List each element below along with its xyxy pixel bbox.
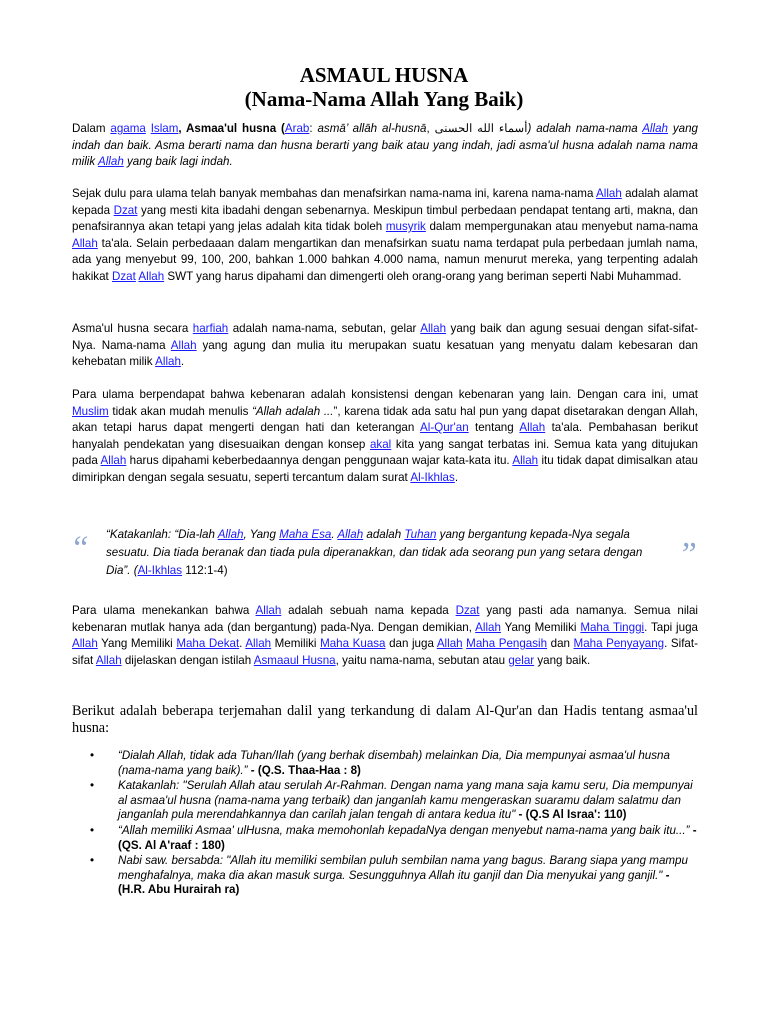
text: yang indah dan baik. Asma berarti nama dan husna berarti yang baik atau yang indah, jadi asma'ul husna adalah nama nama milik bbox=[72, 122, 698, 168]
link-maha-esa[interactable]: Maha Esa bbox=[279, 528, 332, 541]
link-allah[interactable]: Allah bbox=[155, 355, 181, 368]
bullet-icon: • bbox=[90, 823, 95, 837]
link-allah[interactable]: Allah bbox=[519, 421, 546, 434]
link-muslim[interactable]: Muslim bbox=[72, 404, 109, 418]
text: yang baik lagi indah. bbox=[123, 155, 233, 168]
paragraph-5 bbox=[72, 603, 698, 669]
text: kita yang sangat terbatas ini. Semua kata yang ditujukan pada bbox=[72, 437, 698, 467]
text: Nabi saw. bersabda: "Allah itu memiliki sembilan puluh sembilan nama yang bagus. Barang siapa yang mampu menghafalnya, maka dia akan masuk surga. Sesungguhnya Allah itu ganjil dan Dia menyukai yang ganjil." bbox=[118, 854, 688, 882]
link-maha-tinggi[interactable]: Maha Tinggi bbox=[580, 620, 645, 634]
text: yang agung dan mulia itu merupakan suatu kesatuan yang menyatu dalam kebesaran dan kehebatan milik bbox=[72, 338, 698, 368]
text: yang mesti kita ibadahi dengan sebenarnya. Meskipun timbul perbedaan pendapat tentang arti, makna, dan penafsirannya akan tetapi yang jelas adalah kita tidak boleh bbox=[72, 203, 698, 233]
link-allah[interactable]: Allah bbox=[245, 637, 272, 650]
blockquote bbox=[106, 526, 662, 580]
link-asmaaul-husna[interactable]: Asmaaul Husna bbox=[253, 653, 336, 667]
text: , yaitu nama-nama, sebutan atau bbox=[335, 653, 509, 667]
bullet-icon: • bbox=[90, 749, 95, 762]
text: . bbox=[180, 355, 185, 368]
paragraph-4 bbox=[72, 387, 698, 486]
arabic-text: أسماء الله الحسنى bbox=[434, 122, 528, 135]
link-allah[interactable]: Allah bbox=[97, 155, 124, 168]
bullet-icon: • bbox=[90, 779, 95, 793]
text: yang baik dan agung sesuai dengan sifat-sifat-Nya. Nama-nama bbox=[72, 322, 698, 352]
list-item bbox=[72, 824, 698, 853]
text: adalah nama-nama, sebutan, gelar bbox=[228, 322, 421, 335]
close-quote-icon: ” bbox=[678, 536, 697, 573]
text: itu tidak dapat dimisalkan atau dimiripkan dengan segala sesuatu, seperti tercantum dalam surat bbox=[72, 454, 698, 484]
link-allah[interactable]: Allah bbox=[217, 528, 244, 541]
text: Sejak dulu para ulama telah banyak membahas dan menafsirkan nama-nama ini, karena nama-nama bbox=[72, 187, 597, 200]
text: “Dialah Allah, tidak ada Tuhan/Ilah (yang berhak disembah) melainkan Dia, Dia mempunyai asmaa'ul husna (nama-nama yang baik).” bbox=[118, 749, 670, 777]
link-allah[interactable]: Allah bbox=[72, 236, 98, 250]
text: - (QS. Al A'raaf : 180) bbox=[118, 823, 697, 852]
text: . bbox=[239, 637, 246, 650]
link-al-ikhlas[interactable]: Al-Ikhlas bbox=[410, 470, 455, 484]
text: 112:1-4) bbox=[182, 564, 228, 577]
text: ta'ala. Selain perbedaaan dalam mengartikan dan menafsirkan suatu nama terdapat pula perbedaan jumlah nama, ada yang menyebut 99, 100, 200, bahkan 1.000 bahkan 4.000 nama, namun menurut mereka, yang terpenting adalah hakikat bbox=[72, 236, 698, 283]
page-title: ASMAUL HUSNA bbox=[299, 63, 469, 87]
text: Asma'ul husna secara bbox=[72, 322, 193, 335]
link-allah[interactable]: Allah bbox=[420, 322, 447, 335]
link-allah[interactable]: Allah bbox=[436, 637, 463, 650]
link-allah[interactable]: Allah bbox=[95, 653, 122, 667]
text: harus dipahami keberbedaannya dengan penggunaan wajar kata-kata itu. bbox=[126, 454, 513, 467]
link-arab[interactable]: Arab bbox=[284, 122, 310, 135]
link-allah[interactable]: Allah bbox=[475, 620, 501, 634]
link-harfiah[interactable]: harfiah bbox=[192, 322, 229, 335]
text: ”, karena tidak ada satu hal pun yang dapat disetarakan dengan Allah, akan tetapi harus dapat mengerti dengan hati dan keterangan bbox=[72, 404, 699, 434]
text: adalah bbox=[363, 528, 405, 541]
link-maha-penyayang[interactable]: Maha Penyayang bbox=[573, 637, 665, 650]
paragraph-6: Berikut adalah beberapa terjemahan dalil yang terkandung di dalam Al-Qur'an dan Hadis tentang asmaa'ul husna: bbox=[72, 703, 698, 736]
list-item bbox=[72, 779, 698, 823]
text: , Asmaa'ul husna ( bbox=[178, 122, 285, 135]
text: Yang Memiliki bbox=[97, 637, 177, 650]
text: Katakanlah: "Serulah Allah atau serulah Ar-Rahman. Dengan nama yang mana saja kamu seru, Dia mempunyai al asmaa'ul husna (nama-nama yang terbaik) dan janganlah kamu mengeraskan suaramu dalam salatmu dan janganlah pula merendahkannya dan carilah jalan tengah di antara kedua itu" bbox=[118, 779, 693, 822]
bullet-icon: • bbox=[90, 854, 95, 868]
paragraph-intro: Dalam agama Islam, Asmaa'ul husna (Arab: asmā’ allāh al-husnā, أسماء الله الحسنى) adalah nama-nama Allah yang indah dan baik. Asma berarti nama dan husna berarti yang baik atau yang indah, jadi asma'ul husna adalah nama nama milik Allah yang baik lagi indah. bbox=[72, 122, 698, 168]
text: dalam mempergunakan atau menyebut nama-nama bbox=[425, 220, 699, 233]
text: . Tapi juga bbox=[644, 620, 698, 634]
text: “Allah adalah ... bbox=[252, 404, 334, 418]
text: dan juga bbox=[385, 637, 437, 650]
list-item bbox=[72, 854, 698, 898]
link-allah[interactable]: Allah bbox=[138, 269, 165, 283]
text: SWT yang harus dipahami dan dimengerti oleh orang-orang yang beriman seperti Nabi Muhammad. bbox=[164, 269, 682, 283]
paragraph-3 bbox=[72, 321, 698, 371]
text: dijelaskan dengan istilah bbox=[121, 653, 254, 667]
open-quote-icon: “ bbox=[70, 530, 89, 567]
link-agama[interactable]: agama bbox=[110, 122, 146, 135]
text: “Katakanlah: “Dia-lah bbox=[106, 528, 218, 541]
text: , Yang bbox=[243, 528, 280, 541]
link-al-ikhlas[interactable]: Al-Ikhlas bbox=[137, 564, 183, 577]
link-allah[interactable]: Allah bbox=[337, 528, 364, 541]
link-dzat[interactable]: Dzat bbox=[113, 203, 138, 217]
text: dan bbox=[547, 637, 574, 650]
text: - (Q.S Al Israa': 110) bbox=[515, 808, 627, 822]
paragraph-2 bbox=[72, 186, 698, 285]
link-maha-dekat[interactable]: Maha Dekat bbox=[176, 637, 240, 650]
text: Yang Memiliki bbox=[500, 620, 581, 634]
text: Para ulama menekankan bahwa bbox=[72, 604, 256, 617]
text: Para ulama berpendapat bahwa kebenaran adalah konsistensi dengan kebenaran yang lain. Dengan cara ini, umat bbox=[72, 388, 698, 401]
link-dzat[interactable]: Dzat bbox=[111, 269, 136, 283]
text: tidak akan mudah menulis bbox=[108, 404, 253, 418]
text: : bbox=[309, 122, 318, 135]
text: yang baik. bbox=[534, 653, 591, 667]
text: yang bergantung kepada-Nya segala sesuatu. Dia tiada beranak dan tiada pula diperanakkan, dan tidak ada seorang pun yang setara dengan Dia”. ( bbox=[106, 528, 643, 577]
transliteration: asmā’ allāh al-husnā bbox=[317, 122, 427, 135]
text: - (H.R. Abu Hurairah ra) bbox=[118, 868, 670, 897]
link-akal[interactable]: akal bbox=[369, 437, 392, 451]
text: . bbox=[454, 470, 459, 484]
link-musyrik[interactable]: musyrik bbox=[385, 220, 426, 233]
link-allah[interactable]: Allah bbox=[72, 637, 98, 650]
link-maha-kuasa[interactable]: Maha Kuasa bbox=[320, 637, 386, 650]
text: ta'ala. Pembahasan berikut hanyalah pendekatan yang disesuaikan dengan konsep bbox=[72, 421, 698, 451]
text: adalah sebuah nama kepada bbox=[281, 604, 456, 617]
link-tuhan[interactable]: Tuhan bbox=[404, 528, 437, 541]
text: - (Q.S. Thaa-Haa : 8) bbox=[247, 763, 361, 777]
text: “Allah memiliki Asmaa' ulHusna, maka memohonlah kepadaNya dengan menyebut nama-nama yang baik itu...” bbox=[118, 823, 690, 837]
link-allah[interactable]: Allah bbox=[642, 122, 668, 135]
text: tentang bbox=[468, 421, 520, 434]
link-allah[interactable]: Allah bbox=[512, 454, 539, 467]
text: ) adalah nama-nama bbox=[527, 122, 643, 135]
link-alquran[interactable]: Al-Qur'an bbox=[420, 421, 469, 434]
text: adalah alamat kepada bbox=[72, 187, 698, 217]
list-item bbox=[72, 749, 698, 778]
text: Dalam bbox=[72, 122, 111, 135]
text: yang pasti ada namanya. Semua nilai kebenaran mutlak hanya ada (dan bergantung) pada-Nya. Dengan demikian, bbox=[72, 604, 698, 634]
link-islam[interactable]: Islam bbox=[150, 122, 179, 135]
text: . Sifat-sifat bbox=[72, 637, 698, 667]
page-subtitle: (Nama-Nama Allah Yang Baik) bbox=[244, 87, 524, 111]
link-maha-pengasih[interactable]: Maha Pengasih bbox=[466, 637, 548, 650]
link-allah[interactable]: Allah bbox=[596, 187, 622, 200]
text: . bbox=[331, 528, 338, 541]
link-allah[interactable]: Allah bbox=[100, 454, 127, 467]
text: Memiliki bbox=[271, 637, 321, 650]
link-allah[interactable]: Allah bbox=[255, 604, 282, 617]
dalil-list bbox=[72, 749, 698, 899]
link-gelar[interactable]: gelar bbox=[508, 653, 535, 667]
link-dzat[interactable]: Dzat bbox=[455, 604, 480, 617]
link-allah[interactable]: Allah bbox=[170, 338, 197, 352]
